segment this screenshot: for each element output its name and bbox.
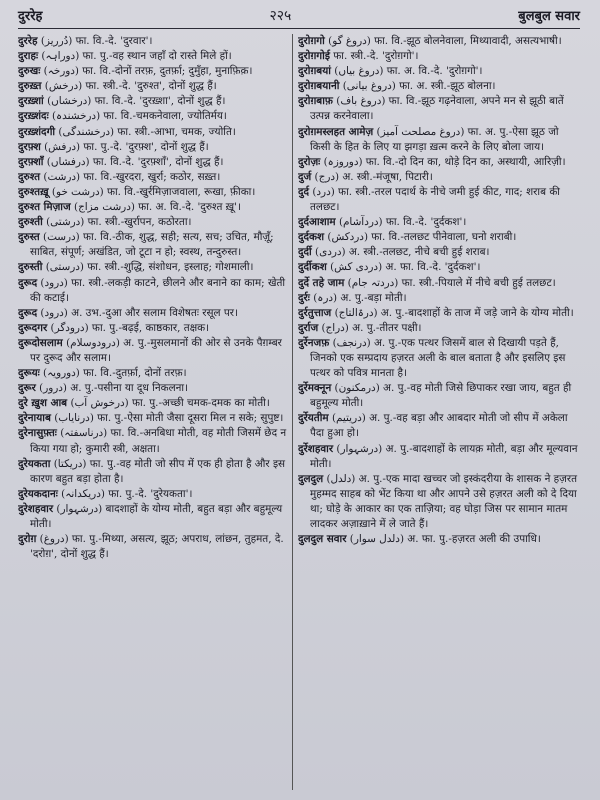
- dictionary-entry: [18, 426, 288, 456]
- entry-definition: (دورویہ) फा. वि.-दुतर्फ़ा, दोनों तरफ़।: [43, 367, 187, 380]
- entry-definition: (دروغ بیاں) फा. अ. वि.-दे. 'दुरोग़गो'।: [334, 65, 483, 78]
- entry-headword: दुर्दीकश: [298, 261, 327, 274]
- entry-headword: दुरुश्त मिज़ाज: [18, 201, 71, 214]
- entry-headword: दुर्रेशहवार: [298, 442, 334, 455]
- entry-definition: (درور) अ. पु.-पसीना या दूध निकलना।: [39, 382, 189, 395]
- entry-definition: (دردتہ جام) फा. स्त्री.-पियाले में नीचे बची हुई तलछट।: [347, 276, 556, 289]
- dictionary-entry: [18, 140, 288, 155]
- entry-headword: दुरोग़गोई: [298, 50, 330, 63]
- dictionary-entry: [298, 125, 582, 155]
- dictionary-entry: [18, 200, 288, 215]
- dictionary-entry: [18, 215, 288, 230]
- entry-headword: दुरूदोसलाम: [18, 336, 63, 349]
- dictionary-entry: [18, 155, 288, 170]
- entry-definition: (درشت مزاج) फा. अ. वि.-दे. 'दुरुश्त ख़ू'।: [74, 201, 241, 214]
- entry-definition: (دروغ گو) फा. वि.-झूठ बोलनेवाला, मिथ्यावादी, असत्यभाषी।: [328, 35, 562, 47]
- dictionary-entry: [18, 457, 288, 487]
- entry-definition: (درودگر) फा. पु.-बढ़ई, काष्ठकार, तक्षक।: [50, 321, 210, 334]
- dictionary-entry: [18, 79, 288, 94]
- entry-headword: दुर्रतुत्ताज: [298, 306, 332, 319]
- dictionary-entry: [298, 291, 582, 306]
- entry-definition: (دریتیم) अ. पु.-वह बड़ा और आबदार मोती जो सीप में अकेला पैदा हुआ हो।: [310, 412, 568, 440]
- right-column: [298, 34, 582, 792]
- entry-definition: (درخشاں) फा. वि.-दे. 'दुरख़्शा', दोनों शुद्ध हैं।: [47, 95, 226, 108]
- entry-headword: दुरख़्शां: [18, 95, 44, 108]
- entry-definition: फा. स्त्री.-दे. 'दुरोग़गो'।: [333, 50, 419, 63]
- entry-headword: दुरुश्तख़ू: [18, 185, 49, 198]
- entry-headword: दुर्रेमक्नून: [298, 382, 332, 395]
- dictionary-entry: [18, 532, 288, 562]
- entry-headword: दुरुश्ती: [18, 216, 43, 229]
- header-rule: [18, 28, 580, 29]
- dictionary-entry: [298, 411, 582, 441]
- entry-definition: (دروغ) फा. पु.-मिथ्या, असत्य, झूठ; अपराध, लांछन, तुहमत, दे. 'दरोग़', दोनों शुद्ध हैं।: [30, 533, 284, 561]
- entry-headword: दुर्ज: [298, 170, 312, 183]
- dictionary-entry: [298, 532, 582, 547]
- entry-headword: दुलदुल: [298, 472, 324, 485]
- dictionary-entry: [298, 170, 582, 185]
- header-right-guide-word: बुलबुल सवार: [518, 9, 580, 24]
- entry-headword: दुर्दआशाम: [298, 216, 336, 229]
- entry-definition: (دردی) अ. स्त्री.-तलछट, नीचे बची हुई शराब।: [315, 246, 490, 259]
- entry-headword: दुर्रेयतीम: [298, 412, 329, 425]
- dictionary-entry: [18, 411, 288, 426]
- entry-headword: दुरेयकता: [18, 457, 51, 470]
- page-header: [18, 4, 580, 26]
- entry-headword: दुरोग़: [18, 533, 37, 546]
- entry-definition: (دُرریز) फा. वि.-दे. 'दुरवार'।: [40, 35, 153, 47]
- dictionary-entry: [298, 472, 582, 532]
- entry-headword: दुरेनासुफ़्तः: [18, 427, 57, 440]
- dictionary-entry: [298, 276, 582, 291]
- entry-headword: दुरुश्त: [18, 170, 41, 183]
- entry-headword: दुरोज़ः: [298, 155, 321, 168]
- dictionary-entry: [298, 336, 582, 381]
- entry-definition: (درشت) फा. वि.-खुरदरा, खुर्रा; कठोर, सख़्त।: [43, 170, 221, 183]
- entry-definition: (درۃالتاج) अ. पु.-बादशाहों के ताज में जड़े जाने के योग्य मोती।: [334, 306, 574, 319]
- entry-definition: (دروغ باف) फा. वि.-झूठ गढ़नेवाला, अपने मन से झूठी बातें उत्पन्न करनेवाला।: [310, 95, 564, 123]
- entry-definition: (درفشاں) फा. वि.-दे. 'दुरफ़्शाँ', दोनों शुद्ध हैं।: [46, 155, 224, 168]
- dictionary-entry: [298, 49, 582, 64]
- dictionary-entry: [18, 306, 288, 321]
- entry-headword: दुरूद: [18, 306, 38, 319]
- entry-headword: दुरेनायाब: [18, 412, 51, 425]
- entry-definition: (درست) फा. वि.-ठीक, शुद्ध, सही; सत्य, सच; उचित, मौज़ूँ; साबित, संपूर्ण; अखंडित, जो टूटा न हो; स्वस्थ, तन्दुरुस्त।: [30, 231, 274, 259]
- dictionary-entry: [298, 155, 582, 170]
- dictionary-entry: [18, 49, 288, 64]
- column-divider: [292, 34, 293, 790]
- entry-definition: (درخوش آب) फा. पु.-अच्छी चमक-दमक का मोती।: [70, 397, 270, 410]
- dictionary-entry: [18, 260, 288, 275]
- dictionary-entry: [18, 109, 288, 124]
- entry-headword: दुरफ़्श: [18, 140, 41, 153]
- entry-headword: दुरेशहवार: [18, 502, 54, 515]
- entry-headword: दुर्दकश: [298, 231, 325, 244]
- entry-definition: (درود) फा. स्त्री.-लकड़ी काटने, छीलने और बनाने का काम; खेती की कटाई।: [30, 276, 286, 304]
- entry-definition: (دوروزہ) फा. वि.-दो दिन का, थोड़े दिन का, अस्थायी, आरिज़ी।: [323, 155, 566, 168]
- entry-definition: (دردکش) फा. वि.-तलछट पीनेवाला, घनो शराबी।: [327, 231, 517, 244]
- page-number: २२५: [269, 7, 292, 24]
- entry-headword: दुर्रेनजफ़: [298, 336, 330, 349]
- dictionary-entry: [298, 185, 582, 215]
- entry-headword: दुरूद: [18, 276, 38, 289]
- entry-headword: दुरे ख़ुश आब: [18, 397, 68, 410]
- entry-headword: दुर्राज: [298, 321, 319, 334]
- entry-headword: दुर्दी: [298, 246, 312, 259]
- entry-definition: (درشہوار) अ. पु.-बादशाहों के लायक़ मोती, बड़ा और मूल्यवान मोती।: [310, 442, 578, 470]
- entry-definition: (دراج) अ. पु.-तीतर पक्षी।: [321, 321, 422, 334]
- entry-definition: (دروغ بیانی) फा. अ. स्त्री.-झूठ बोलना।: [342, 80, 496, 93]
- entry-headword: दुरुस्ती: [18, 261, 43, 274]
- dictionary-entry: [298, 442, 582, 472]
- entry-headword: दुरूदगर: [18, 321, 48, 334]
- entry-definition: (دلدل سوار) अ. फा. पु.-हज़रत अली की उपाधि।: [349, 533, 541, 546]
- dictionary-entry: [18, 336, 288, 366]
- entry-definition: (درنجف) अ. पु.-एक पत्थर जिसमें बाल से दिखायी पड़ते हैं, जिनको एक सम्प्रदाय हज़रत अली के बाल बताता है और इसलिए इस पत्थर को पवित्र मानता है।: [310, 336, 566, 380]
- entry-definition: (درودوسلام) अ. पु.-मुसलमानों की ओर से उनके पैग़म्बर पर दुरूद और सलाम।: [30, 336, 282, 364]
- entry-definition: (درہ) अ. पु.-बड़ा मोती।: [313, 291, 407, 304]
- entry-headword: दुलदुल सवार: [298, 533, 347, 546]
- dictionary-entry: [298, 64, 582, 79]
- entry-definition: (دردی کش) अ. फा. वि.-दे. 'दुर्दकश'।: [330, 261, 481, 274]
- dictionary-entry: [18, 170, 288, 185]
- entry-definition: (درناسفتہ) फा. वि.-अनबिधा मोती, वह मोती जिसमें छेद न किया गया हो; कुमारी स्त्री, अक्षता।: [30, 427, 287, 455]
- entry-definition: (درفش) फा. पु.-दे. 'दुरफ़्श', दोनों शुद्ध हैं।: [44, 140, 209, 153]
- dictionary-entry: [18, 185, 288, 200]
- entry-headword: दुरख़्शंदः: [18, 110, 49, 123]
- entry-headword: दुरोग़बाफ़: [298, 95, 333, 108]
- entry-headword: दुरफ़्शाँ: [18, 155, 44, 168]
- entry-definition: (درود) अ. उभ.-दुआ और सलाम विशेषतः रसूल पर।: [40, 306, 238, 319]
- entry-headword: दुरुख़्त: [18, 80, 42, 93]
- dictionary-entry: [298, 321, 582, 336]
- entry-headword: दुरख़्शंदगी: [18, 125, 56, 138]
- dictionary-entry: [298, 260, 582, 275]
- entry-definition: (درشہوار) बादशाहों के योग्य मोती, बहुत बड़ा और बहुमूल्य मोती।: [30, 502, 283, 530]
- entry-definition: (دریکدانہ) फा. पु.-दे. 'दुरेयकता'।: [61, 487, 193, 500]
- entry-definition: (درمکنون) अ. पु.-वह मोती जिसे छिपाकर रखा जाय, बहुत ही बहुमूल्य मोती।: [310, 382, 572, 410]
- dictionary-entry: [298, 245, 582, 260]
- dictionary-entry: [298, 381, 582, 411]
- dictionary-entry: [18, 381, 288, 396]
- entry-definition: (دوراہہ) फा. पु.-वह स्थान जहाँ दो रास्ते मिले हों।: [41, 50, 232, 63]
- entry-headword: दुरूयः: [18, 367, 40, 380]
- entry-definition: (درشتی) फा. स्त्री.-खुर्रापन, कठोरता।: [46, 216, 192, 229]
- entry-headword: दुरूर: [18, 382, 36, 395]
- dictionary-entry: [298, 34, 582, 49]
- dictionary-entry: [18, 366, 288, 381]
- entry-headword: दुर्दे तहे जाम: [298, 276, 345, 289]
- entry-definition: (دلدل) अ. पु.-एक मादा खच्चर जो इस्कंदरीया के शासक ने हज़रत मुहम्मद साहब को भेंट किया था और आपने उसे हज़रत अली को दे दिया था; घोड़े के आकार का एक ताज़िया; वह घोड़ा जिस पर सामान मातम लादकर अज़ाख़ाने में ले जाते हैं।: [310, 472, 578, 530]
- dictionary-entry: [18, 230, 288, 260]
- dictionary-entry: [18, 34, 288, 49]
- dictionary-entry: [18, 94, 288, 109]
- entry-headword: दुरोग़मस्लहत आमेज़: [298, 125, 374, 138]
- header-left-guide-word: दुररेह: [18, 9, 43, 24]
- entry-headword: दुरोग़बयानी: [298, 80, 340, 93]
- entry-headword: दुरोग़गो: [298, 35, 325, 47]
- dictionary-entry: [18, 396, 288, 411]
- dictionary-entry: [18, 321, 288, 336]
- entry-definition: (درخش) फा. स्त्री.-दे. 'दुरुश्त', दोनों शुद्ध हैं।: [44, 80, 217, 93]
- entry-definition: (درد) फा. स्त्री.-तरल पदार्थ के नीचे जमी हुई कीट, गाद; शराब की तलछट।: [310, 185, 560, 214]
- entry-definition: (دردآشام) फा. वि.-दे. 'दुर्दकश'।: [338, 216, 467, 229]
- entry-definition: (درخشندہ) फा. वि.-चमकनेवाला, ज्योतिर्मय।: [51, 110, 227, 123]
- dictionary-entry: [298, 230, 582, 245]
- dictionary-entry: [18, 125, 288, 140]
- entry-headword: दुररेह: [18, 35, 38, 47]
- entry-headword: दुरोग़बयां: [298, 65, 331, 78]
- entry-definition: (درج) अ. स्त्री.-मंजूषा, पिटारी।: [314, 170, 433, 183]
- dictionary-entry: [18, 502, 288, 532]
- entry-definition: (درخشندگی) फा. स्त्री.-आभा, चमक, ज्योति।: [58, 125, 236, 138]
- entry-definition: (درشت خو) फा. वि.-खुर्रमिज़ाजवाला, रूखा, फ़ीका।: [51, 185, 256, 198]
- dictionary-entry: [298, 79, 582, 94]
- dictionary-entry: [18, 276, 288, 306]
- dictionary-entry: [298, 94, 582, 124]
- dictionary-entry: [18, 64, 288, 79]
- entry-headword: दुराहः: [18, 50, 39, 63]
- dictionary-entry: [298, 306, 582, 321]
- entry-headword: दुर्रः: [298, 291, 310, 304]
- entry-definition: (درنایاب) फा. पु.-ऐसा मोती जैसा दूसरा मिल न सके; सुपुष्ट।: [54, 412, 284, 425]
- entry-definition: (دروغ مصلحت آمیز) फा. अ. पु.-ऐसा झूठ जो किसी के हित के लिए या झगड़ा ख़त्म करने के लिए बोला जाय।: [310, 125, 559, 153]
- entry-definition: (دریکتا) फा. पु.-वह मोती जो सीप में एक ही होता है और इस कारण बहुत बड़ा होता है।: [30, 457, 286, 485]
- entry-headword: दुरेयकदानः: [18, 487, 58, 500]
- entry-headword: दुर्द: [298, 185, 310, 198]
- entry-headword: दुरुस्त: [18, 231, 40, 244]
- dictionary-entry: [298, 215, 582, 230]
- left-column: [18, 34, 288, 792]
- entry-definition: (درستی) फा. स्त्री.-शुद्धि, संशोधन, इस्लाह; गोशमाली।: [45, 261, 254, 274]
- dictionary-entry: [18, 487, 288, 502]
- entry-headword: दुरुखः: [18, 65, 41, 78]
- entry-definition: (دورخہ) फा. वि.-दोनों तरफ़, दुतर्फ़ा; दुमुँहा, मुनाफ़िक़।: [43, 65, 253, 78]
